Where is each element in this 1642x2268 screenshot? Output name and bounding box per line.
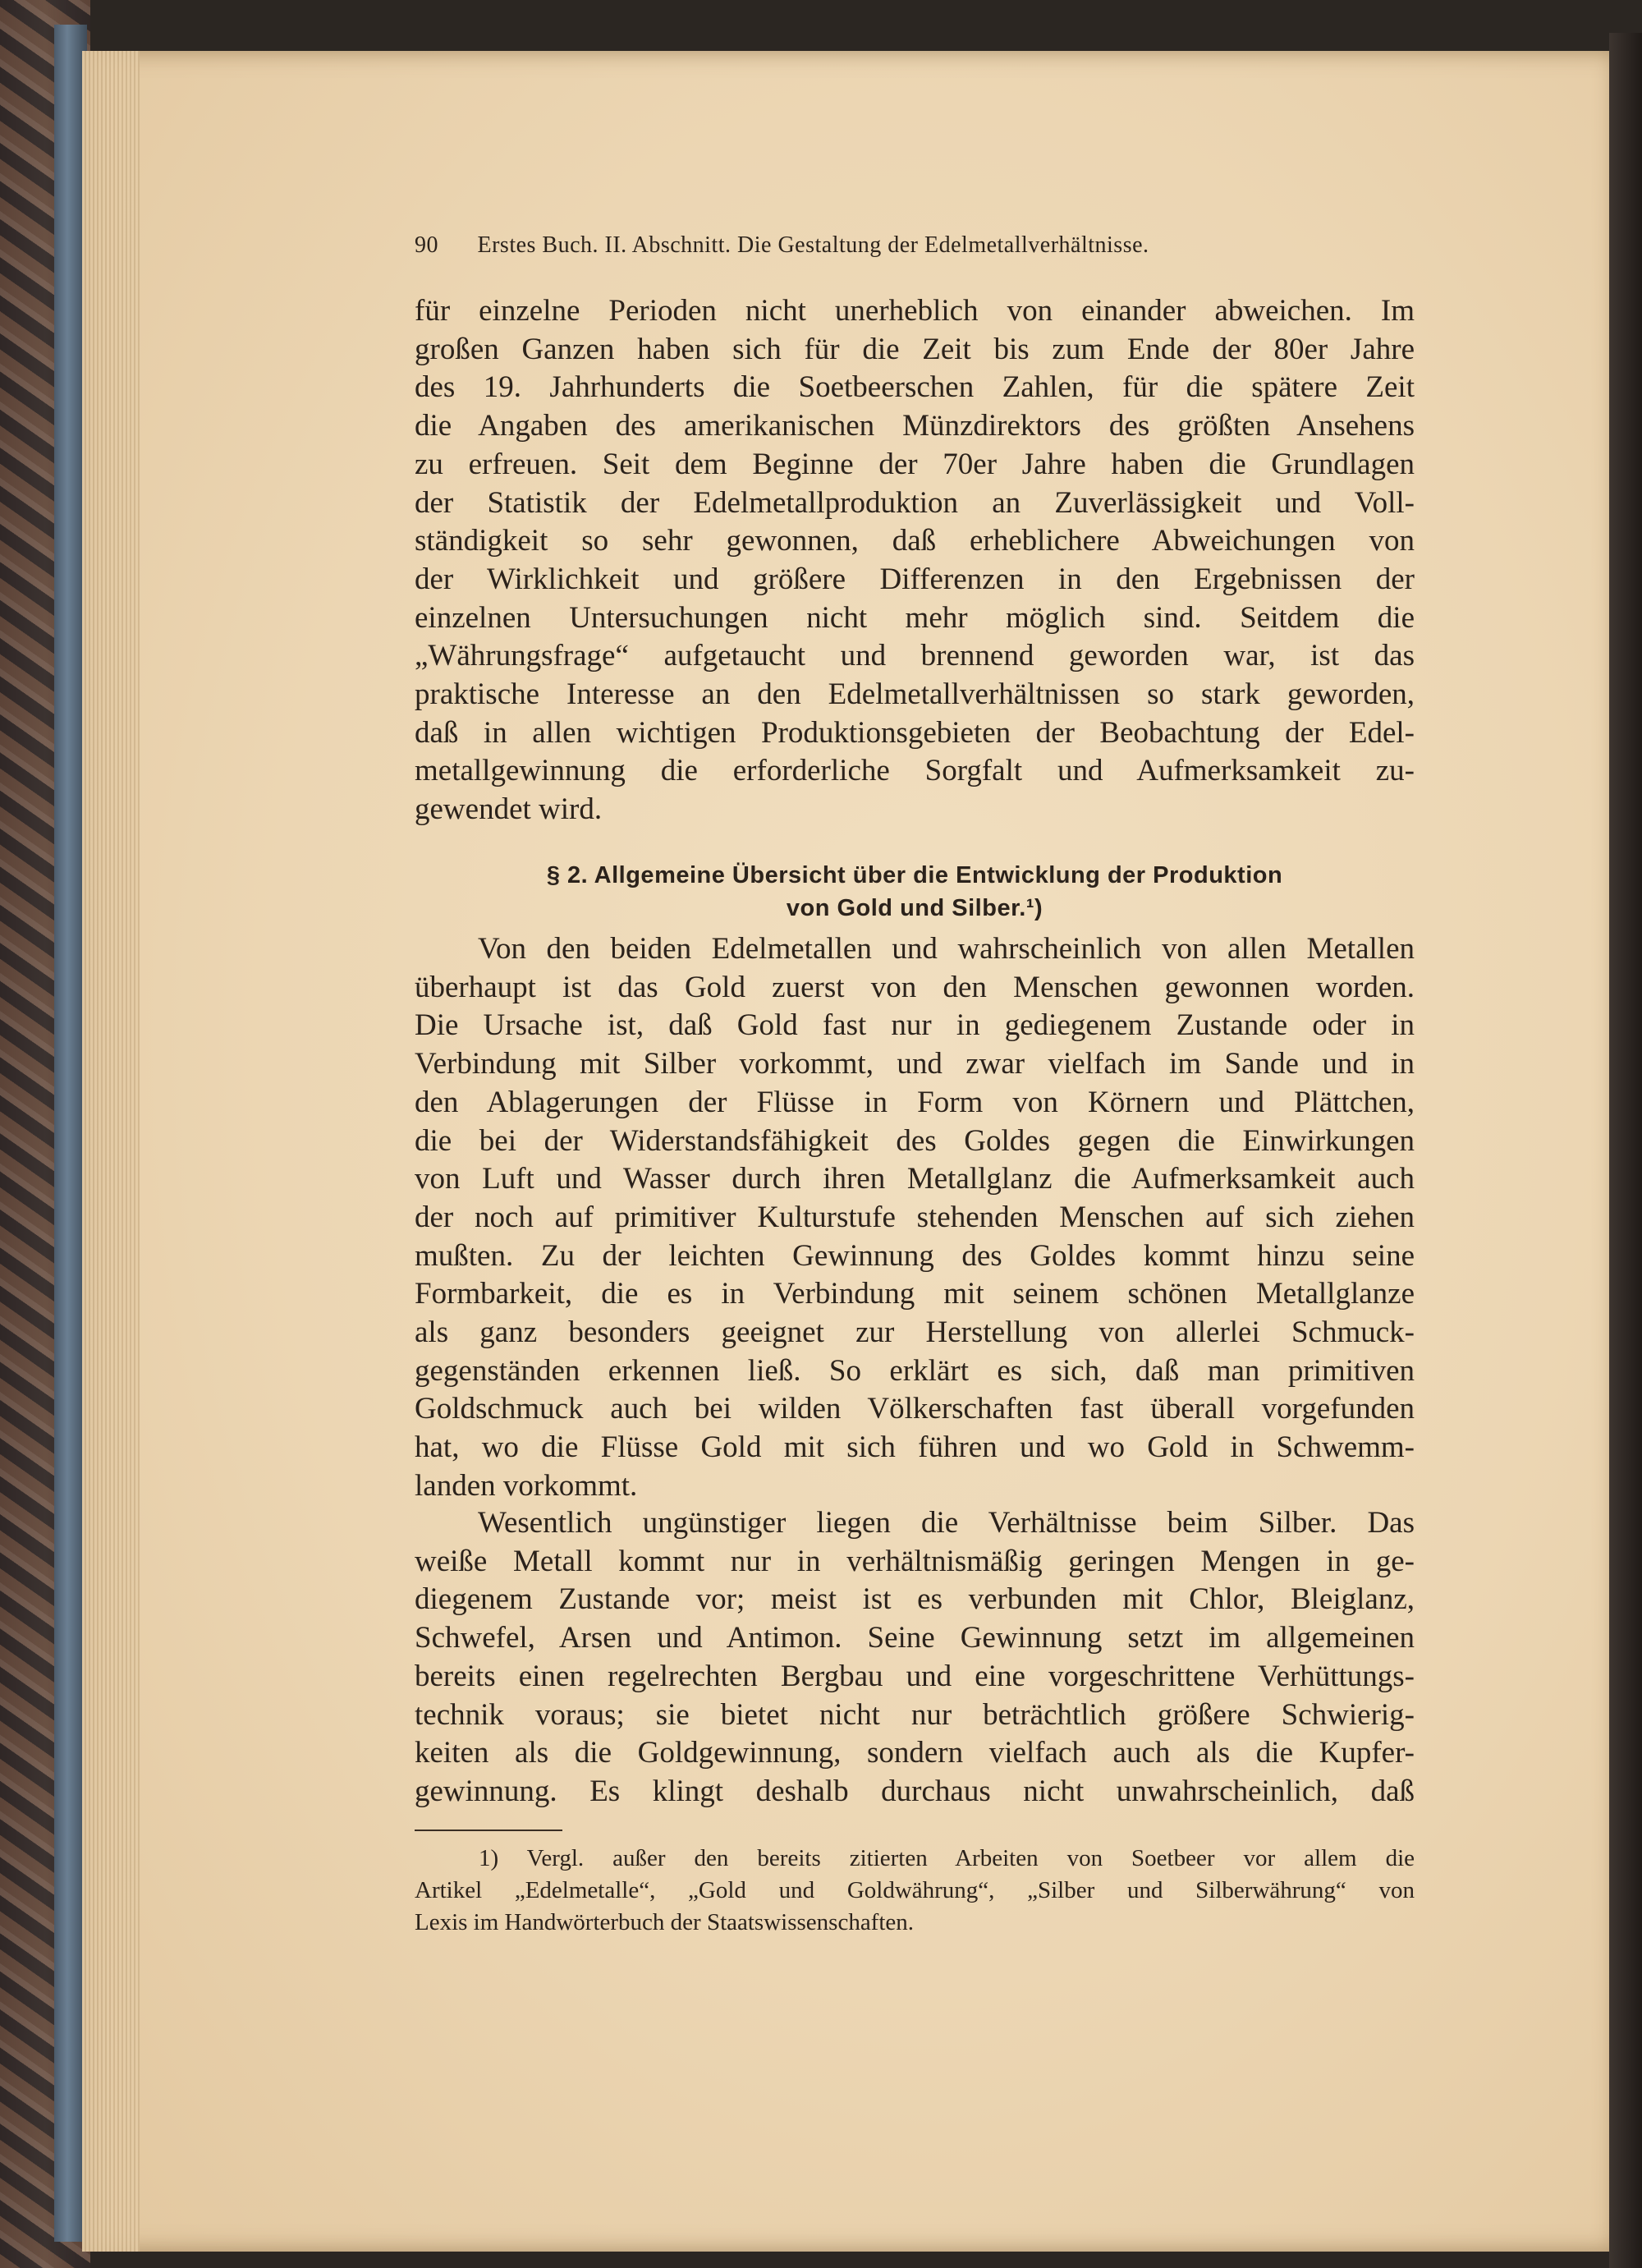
section-heading-line-1: § 2. Allgemeine Übersicht über die Entwicklung der Produktion (546, 862, 1283, 888)
text-line: ständigkeit so sehr gewonnen, daß erheblichere Abweichungen von (415, 524, 1415, 558)
footnote (415, 1843, 1415, 1939)
paragraph-1 (415, 292, 1415, 829)
text-line: für einzelne Perioden nicht unerheblich von einander abweichen. Im (415, 294, 1415, 328)
text-line: des 19. Jahrhunderts die Soetbeerschen Zahlen, für die spätere Zeit (415, 370, 1415, 405)
right-cover-edge (1609, 33, 1642, 2268)
text-line: der Statistik der Edelmetallproduktion an Zuverlässigkeit und Voll- (415, 485, 1415, 520)
text-line: Goldschmuck auch bei wilden Völkerschaften fast überall vorgefunden (415, 1392, 1415, 1426)
text-line: metallgewinnung die erforderliche Sorgfalt und Aufmerksamkeit zu- (415, 754, 1415, 788)
paragraph-3 (415, 1504, 1415, 1811)
footnote-divider (415, 1830, 562, 1831)
text-line: weiße Metall kommt nur in verhältnismäßig geringen Mengen in ge- (415, 1544, 1415, 1578)
paragraph-2 (415, 930, 1415, 1506)
text-line: den Ablagerungen der Flüsse in Form von Körnern und Plättchen, (415, 1085, 1415, 1119)
footnote-line: 1) Vergl. außer den bereits zitierten Arbeiten von Soetbeer vor allem die (479, 1845, 1415, 1871)
text-line: gegenständen erkennen ließ. So erklärt es sich, daß man primitiven (415, 1353, 1415, 1388)
text-line: Die Ursache ist, daß Gold fast nur in gediegenem Zustande oder in (415, 1008, 1415, 1043)
text-line: gewendet wird. (415, 792, 603, 827)
text-line: die Angaben des amerikanischen Münzdirektors des größten Ansehens (415, 409, 1415, 443)
text-line: praktische Interesse an den Edelmetallverhältnissen so stark geworden, (415, 677, 1415, 712)
text-line: zu erfreuen. Seit dem Beginne der 70er Jahre haben die Grundlagen (415, 447, 1415, 481)
text-line: gewinnung. Es klingt deshalb durchaus nicht unwahrscheinlich, daß (415, 1774, 1415, 1808)
text-line: Wesentlich ungünstiger liegen die Verhältnisse beim Silber. Das (478, 1506, 1415, 1540)
text-line: als ganz besonders geeignet zur Herstellung von allerlei Schmuck- (415, 1315, 1415, 1350)
text-line: keiten als die Goldgewinnung, sondern vielfach auch als die Kupfer- (415, 1736, 1415, 1770)
text-line: der Wirklichkeit und größere Differenzen in den Ergebnissen der (415, 562, 1415, 596)
text-line: überhaupt ist das Gold zuerst von den Menschen gewonnen worden. (415, 970, 1415, 1004)
footnote-line: Lexis im Handwörterbuch der Staatswissenschaften. (415, 1909, 915, 1935)
text-line: hat, wo die Flüsse Gold mit sich führen und wo Gold in Schwemm- (415, 1430, 1415, 1465)
text-line: großen Ganzen haben sich für die Zeit bis zum Ende der 80er Jahre (415, 332, 1415, 366)
page-stack-edges (82, 51, 140, 2252)
text-line: Verbindung mit Silber vorkommt, und zwar vielfach im Sande und in (415, 1047, 1415, 1081)
section-heading (415, 859, 1415, 925)
page-number: 90 (415, 232, 438, 258)
text-line: bereits einen regelrechten Bergbau und eine vorgeschrittene Verhüttungs- (415, 1659, 1415, 1693)
text-line: technik voraus; sie bietet nicht nur beträchtlich größere Schwierig- (415, 1697, 1415, 1732)
text-line: einzelnen Untersuchungen nicht mehr möglich sind. Seitdem die (415, 600, 1415, 635)
running-head-title: Erstes Buch. II. Abschnitt. Die Gestaltung der Edelmetallverhältnisse. (477, 232, 1149, 258)
text-line: Von den beiden Edelmetallen und wahrscheinlich von allen Metallen (478, 932, 1415, 966)
text-line: der noch auf primitiver Kulturstufe stehenden Menschen auf sich ziehen (415, 1200, 1415, 1234)
text-line: die bei der Widerstandsfähigkeit des Goldes gegen die Einwirkungen (415, 1123, 1415, 1158)
footnote-line: Artikel „Edelmetalle“, „Gold und Goldwährung“, „Silber und Silberwährung“ von (415, 1877, 1415, 1903)
running-head (415, 232, 1415, 259)
text-line: diegenem Zustande vor; meist ist es verbunden mit Chlor, Bleiglanz, (415, 1582, 1415, 1617)
section-heading-line-2: von Gold und Silber.¹) (786, 895, 1043, 921)
text-line: daß in allen wichtigen Produktionsgebieten der Beobachtung der Edel- (415, 715, 1415, 750)
text-line: „Währungsfrage“ aufgetaucht und brennend geworden war, ist das (415, 639, 1415, 673)
text-line: mußten. Zu der leichten Gewinnung des Goldes kommt hinzu seine (415, 1238, 1415, 1273)
text-line: Formbarkeit, die es in Verbindung mit seinem schönen Metallglanze (415, 1277, 1415, 1311)
text-line: landen vorkommt. (415, 1468, 638, 1503)
text-line: Schwefel, Arsen und Antimon. Seine Gewinnung setzt im allgemeinen (415, 1621, 1415, 1655)
text-line: von Luft und Wasser durch ihren Metallglanz die Aufmerksamkeit auch (415, 1162, 1415, 1196)
